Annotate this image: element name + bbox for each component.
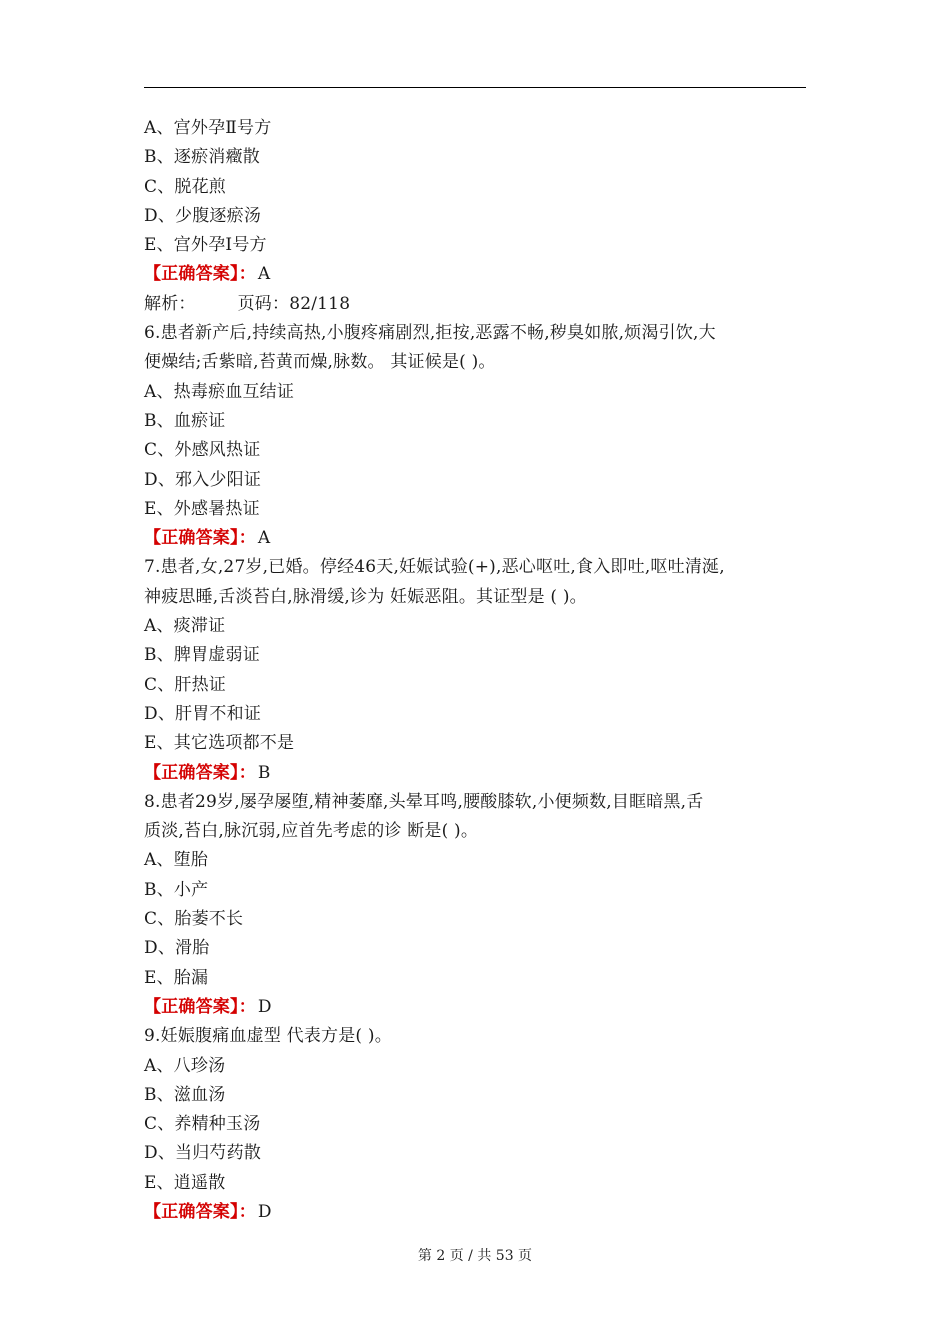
q6-stem-line1: 6.患者新产后,持续高热,小腹疼痛剧烈,拒按,恶露不畅,秽臭如脓,烦渴引饮,大 (144, 323, 716, 344)
q8-option-c: C、胎萎不长 (144, 909, 244, 930)
q6-option-e: E、外感暑热证 (144, 498, 260, 519)
q5-analysis (144, 290, 812, 319)
q7-stem-line1: 7.患者,女,27岁,已婚。停经46天,妊娠试验(+),恶心呕吐,食入即吐,呕吐清涎, (144, 557, 725, 578)
document-body (144, 114, 812, 1227)
q6-option-c: C、外感风热证 (144, 440, 261, 461)
q7-option-b: B、脾胃虚弱证 (144, 645, 260, 666)
q9-stem-line1: 9.妊娠腹痛血虚型 代表方是( )。 (144, 1026, 392, 1047)
q9-answer (144, 1198, 812, 1227)
q5-answer (144, 260, 812, 289)
page-footer: 第 2 页 / 共 53 页 (417, 1248, 533, 1264)
q6-option-d: D、邪入少阳证 (144, 469, 262, 490)
answer-label: 【正确答案】： (144, 264, 256, 285)
answer-label: 【正确答案】： (144, 528, 256, 549)
q8-answer (144, 993, 812, 1022)
q9-option-d: D、当归芍药散 (144, 1143, 262, 1164)
answer-value: B (257, 762, 271, 783)
q7-stem-line2: 神疲思睡,舌淡苔白,脉滑缓,诊为 妊娠恶阻。其证型是 ( )。 (144, 586, 587, 607)
q8-option-b: B、小产 (144, 879, 209, 900)
q8-stem-line1: 8.患者29岁,屡孕屡堕,精神萎靡,头晕耳鸣,腰酸膝软,小便频数,目眶暗黑,舌 (144, 791, 704, 812)
answer-value: D (257, 996, 272, 1017)
q5-option-e: E、宫外孕Ⅰ号方 (144, 235, 267, 256)
answer-value: A (257, 264, 271, 285)
q5-option-b: B、逐瘀消癥散 (144, 147, 260, 168)
analysis-page: 页码：82/118 (237, 293, 351, 314)
q6-answer (144, 524, 812, 553)
q9-option-a: A、八珍汤 (144, 1055, 226, 1076)
q7-option-d: D、肝胃不和证 (144, 703, 262, 724)
q7-option-c: C、肝热证 (144, 674, 227, 695)
q8-option-d: D、滑胎 (144, 938, 210, 959)
answer-value: D (257, 1201, 272, 1222)
q5-option-d: D、少腹逐瘀汤 (144, 205, 262, 226)
q7-option-a: A、痰滞证 (144, 616, 226, 637)
analysis-label: 解析： (144, 293, 196, 314)
q8-option-e: E、胎漏 (144, 967, 209, 988)
header-rule (144, 87, 806, 88)
answer-label: 【正确答案】： (144, 762, 256, 783)
q6-option-b: B、血瘀证 (144, 410, 226, 431)
q6-option-a: A、热毒瘀血互结证 (144, 381, 295, 402)
q6-stem-line2: 便燥结;舌紫暗,苔黄而燥,脉数。 其证候是( )。 (144, 352, 496, 373)
q7-answer (144, 759, 812, 788)
q7-option-e: E、其它选项都不是 (144, 733, 295, 754)
q9-option-b: B、滋血汤 (144, 1084, 226, 1105)
answer-label: 【正确答案】： (144, 996, 256, 1017)
q9-option-e: E、逍遥散 (144, 1172, 226, 1193)
q5-option-c: C、脱花煎 (144, 176, 227, 197)
q5-option-a: A、宫外孕Ⅱ号方 (144, 118, 272, 138)
answer-label: 【正确答案】： (144, 1201, 256, 1222)
answer-value: A (257, 528, 271, 549)
q8-option-a: A、堕胎 (144, 850, 209, 871)
q9-option-c: C、养精种玉汤 (144, 1114, 261, 1135)
q8-stem-line2: 质淡,苔白,脉沉弱,应首先考虑的诊 断是( )。 (144, 821, 479, 842)
